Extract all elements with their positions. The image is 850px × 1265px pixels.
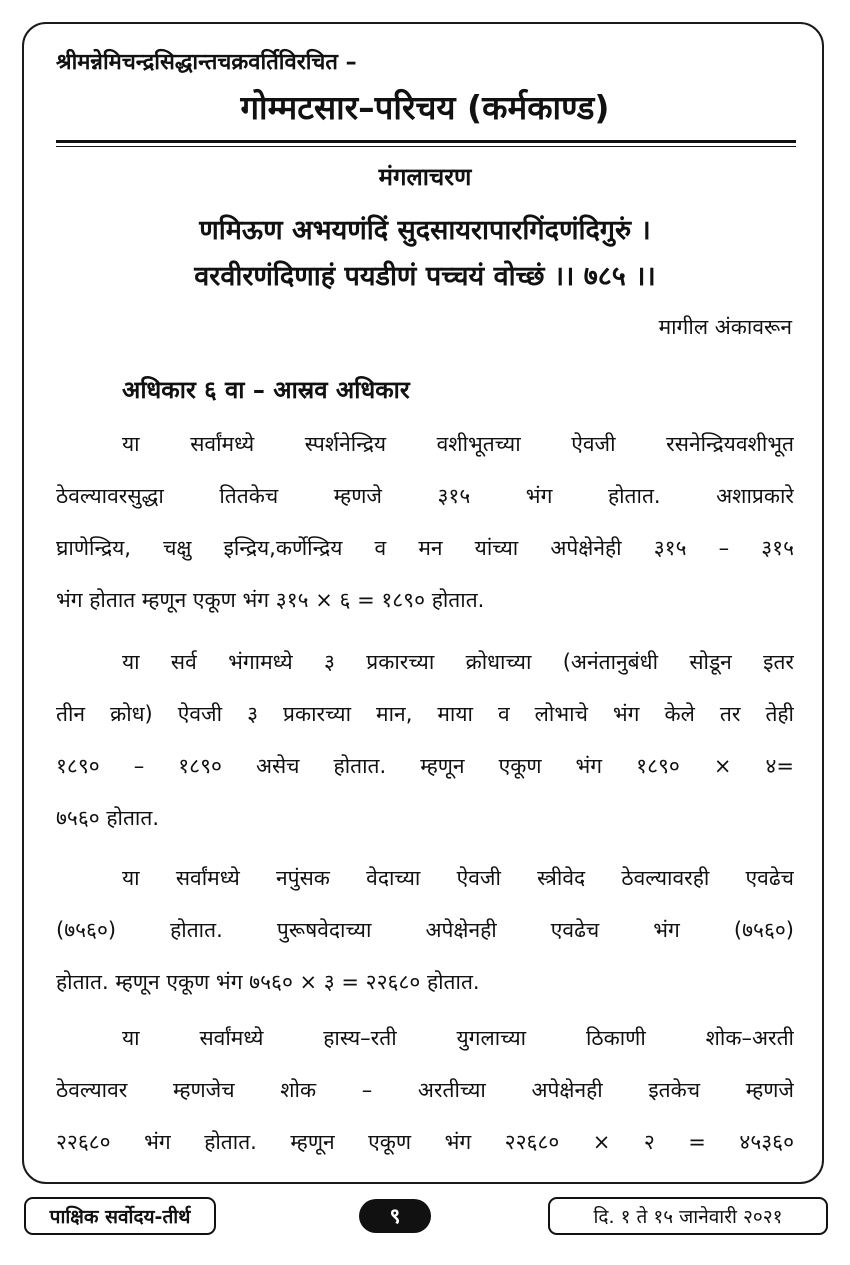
issue-date: दि. १ ते १५ जानेवारी २०२१ [548,1197,828,1235]
pre-title: श्रीमन्नेमिचन्द्रसिद्धान्तचक्रवर्तिविरचित – [56,50,357,75]
verse-line-2: वरवीरणंदिणाहं पयडीणं पच्चयं वोच्छं ।। ७८५ ।। [194,261,656,292]
body-line: ठेवल्यावर म्हणजेच शोक – अरतीच्या अपेक्षेनही इतकेच म्हणजे [56,1078,794,1102]
body-line: (७५६०) होतात. पुरूषवेदाच्या अपेक्षेनही एवढेच भंग (७५६०) [56,918,794,942]
verse-line-1: णमिऊण अभयणंदिं सुदसायरापारगिंदणंदिगुरुं । [199,215,651,246]
body-line: १८९० – १८९० असेच होतात. म्हणून एकूण भंग १८९० × ४= [56,754,794,778]
body-line: तीन क्रोध) ऐवजी ३ प्रकारच्या मान, माया व लोभाचे भंग केले तर तेही [56,702,794,726]
body-line: होतात. म्हणून एकूण भंग ७५६० × ३ = २२६८० होतात. [56,970,480,994]
body-line: भंग होतात म्हणून एकूण भंग ३१५ × ६ = १८९० होतात. [56,588,485,612]
body-line: या सर्व भंगामध्ये ३ प्रकारच्या क्रोधाच्या (अनंतानुबंधी सोडून इतर [122,650,794,674]
body-line: २२६८० भंग होतात. म्हणून एकूण भंग २२६८० × २ = ४५३६० [56,1130,794,1154]
title-rule-thick [56,140,796,143]
body-line: या सर्वांमध्ये नपुंसक वेदाच्या ऐवजी स्त्रीवेद ठेवल्यावरही एवढेच [122,866,794,890]
continued-note: मागील अंकावरून [658,315,792,339]
body-line: ७५६० होतात. [56,806,159,830]
invocation-heading: मंगलाचरण [378,163,472,191]
body-line: घ्राणेन्द्रिय, चक्षु इन्द्रिय,कर्णेन्द्रिय व मन यांच्या अपेक्षेनेही ३१५ – ३१५ [56,536,794,560]
body-line: या सर्वांमध्ये हास्य–रती युगलाच्या ठिकाणी शोक–अरती [122,1026,794,1050]
page-number: ९ [359,1199,431,1233]
section-title: अधिकार ६ वा – आस्रव अधिकार [122,376,410,404]
body-line: ठेवल्यावरसुद्धा तितकेच म्हणजे ३१५ भंग होतात. अशाप्रकारे [56,484,794,508]
page-title: गोम्मटसार–परिचय (कर्मकाण्ड) [240,88,610,127]
title-rule-thin [56,146,796,147]
magazine-name: पाक्षिक सर्वोदय-तीर्थ [24,1197,216,1235]
body-line: या सर्वांमध्ये स्पर्शनेन्द्रिय वशीभूतच्या ऐवजी रसनेन्द्रियवशीभूत [122,432,794,456]
